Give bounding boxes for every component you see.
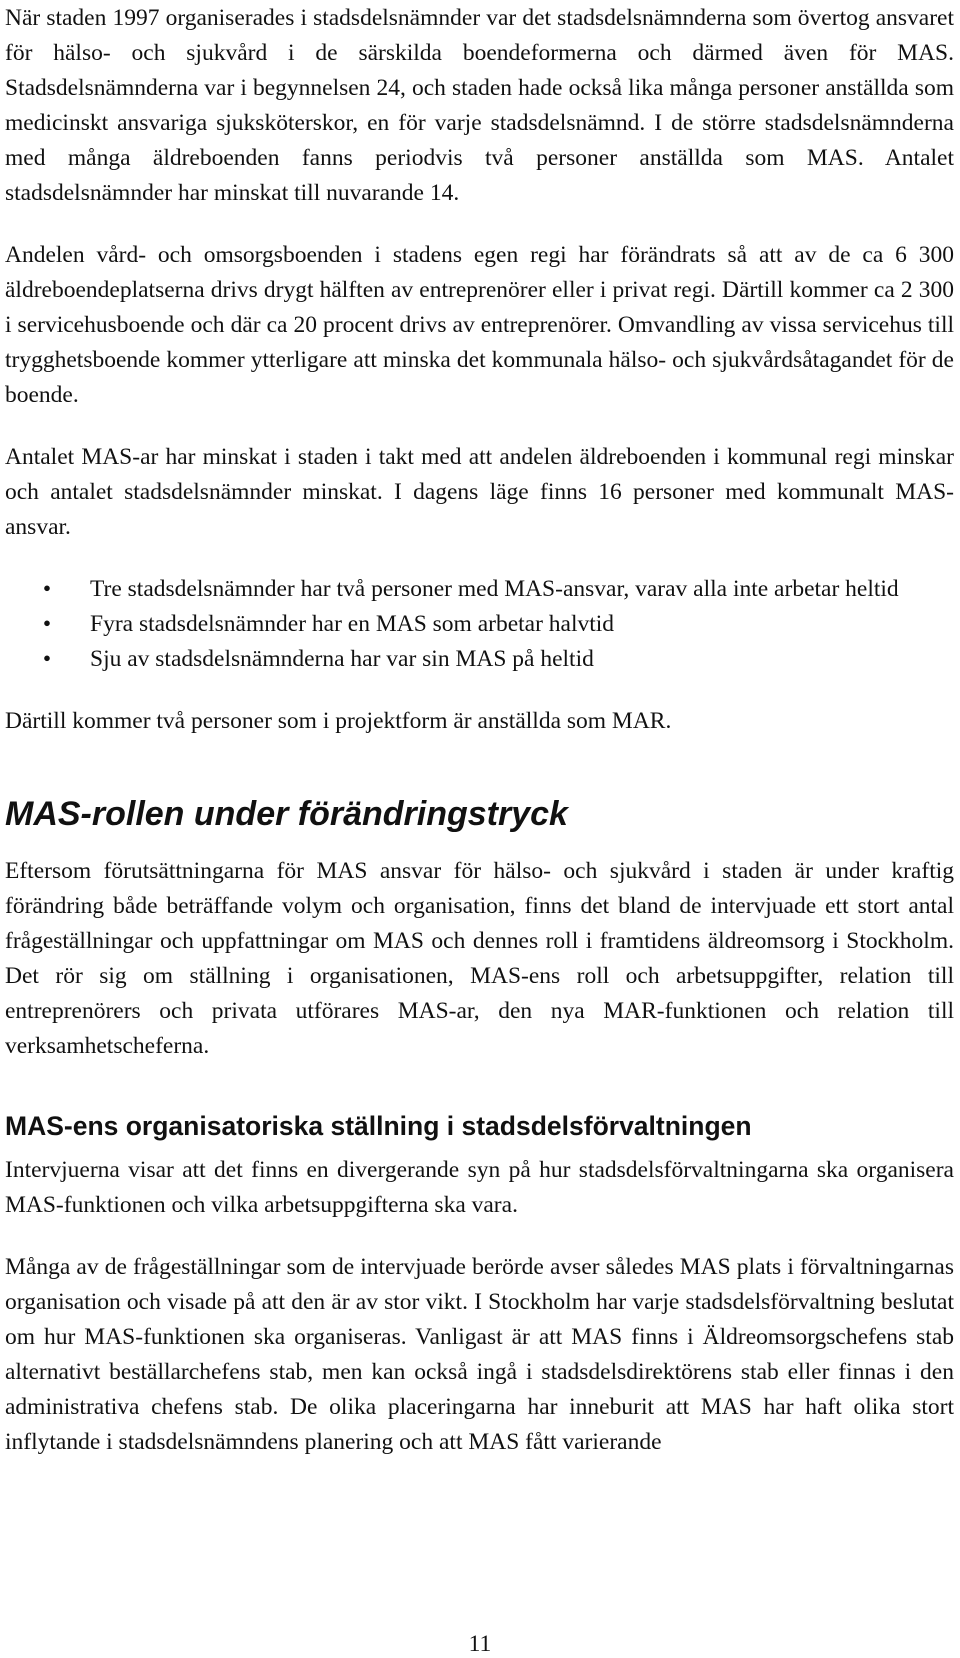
page-number: 11 [468,1631,492,1657]
paragraph-change-pressure: Eftersom förutsättningarna för MAS ansvar för hälso- och sjukvård i staden är under kraftig förändring både beträffande volym och organisation, finns det bland de intervjuade ett stort antal frågeställningar och uppfattningar om MAS och dennes roll i framtidens äldreomsorg i Stockholm. Det rör sig om ställning i organisationen, MAS-ens roll och arbetsuppgifter, relation till entreprenörers och privata utförares MAS-ar, den nya MAR-funktionen och relation till verksamhetscheferna. [5,858,954,1059]
list-item [5,642,954,677]
list-item [5,572,954,607]
paragraph-mas-count: Antalet MAS-ar har minskat i staden i takt med att andelen äldreboenden i kommunal regi minskar och antalet stadsdelsnämnder minskat. I dagens läge finns 16 personer med kommunalt MAS-ansvar. [5,444,954,540]
paragraph-organisation-placement: Många av de frågeställningar som de intervjuade berörde avser således MAS plats i förvaltningarnas organisation och visade på att den är av stor vikt. I Stockholm har varje stadsdelsförvaltning beslutat om hur MAS-funktionen ska organiseras. Vanligast är att MAS finns i Äldreomsorgschefens stab alternativt beställarchefens stab, men kan också ingå i stadsdelsdirektörens stab eller finnas i den administrativa chefens stab. De olika placeringarna har inneburit att MAS har haft olika stort inflytande i stadsdelsnämndens planering och att MAS fått varierande [5,1254,954,1455]
section-heading: MAS-rollen under förändringstryck [5,795,568,833]
bullet-icon: • [42,611,52,637]
paragraph-interviews: Intervjuerna visar att det finns en divergerande syn på hur stadsdelsförvaltningarna ska organisera MAS-funktionen och vilka arbetsuppgifterna ska vara. [5,1157,954,1218]
paragraph-mas-history: När staden 1997 organiserades i stadsdelsnämnder var det stadsdelsnämnderna som övertog ansvaret för hälso- och sjukvård i de särskilda boendeformerna och därmed även för MAS. Stadsdelsnämnderna var i begynnelsen 24, och staden hade också lika många personer anställda som medicinskt ansvariga sjuksköterskor, en för varje stadsdelsnämnd. I de större stadsdelsnämnderna med många äldreboenden fanns periodvis två personer anställda som MAS. Antalet stadsdelsnämnder har minskat till nuvarande 14. [5,5,954,206]
paragraph-mar-staff: Därtill kommer två personer som i projektform är anställda som MAR. [5,708,672,734]
list-item-text: Tre stadsdelsnämnder har två personer med MAS-ansvar, varav alla inte arbetar heltid [90,576,899,602]
list-item [5,607,954,642]
list-item-text: Sju av stadsdelsnämnderna har var sin MAS på heltid [90,646,594,672]
paragraph-care-housing-share: Andelen vård- och omsorgsboenden i stadens egen regi har förändrats så att av de ca 6 300 äldreboendeplatserna drivs drygt hälften av entreprenörer eller i privat regi. Därtill kommer ca 2 300 i servicehusboende och där ca 20 procent drivs av entreprenörer. Omvandling av vissa servicehus till trygghetsboende kommer ytterligare att minska det kommunala hälso- och sjukvårdsåtagandet för de boende. [5,242,954,408]
document-page [5,0,954,1460]
subsection-heading: MAS-ens organisatoriska ställning i stadsdelsförvaltningen [5,1111,752,1141]
bullet-icon: • [42,646,52,672]
list-item-text: Fyra stadsdelsnämnder har en MAS som arbetar halvtid [90,611,615,637]
bullet-icon: • [42,576,52,602]
mas-staffing-list [5,572,954,677]
